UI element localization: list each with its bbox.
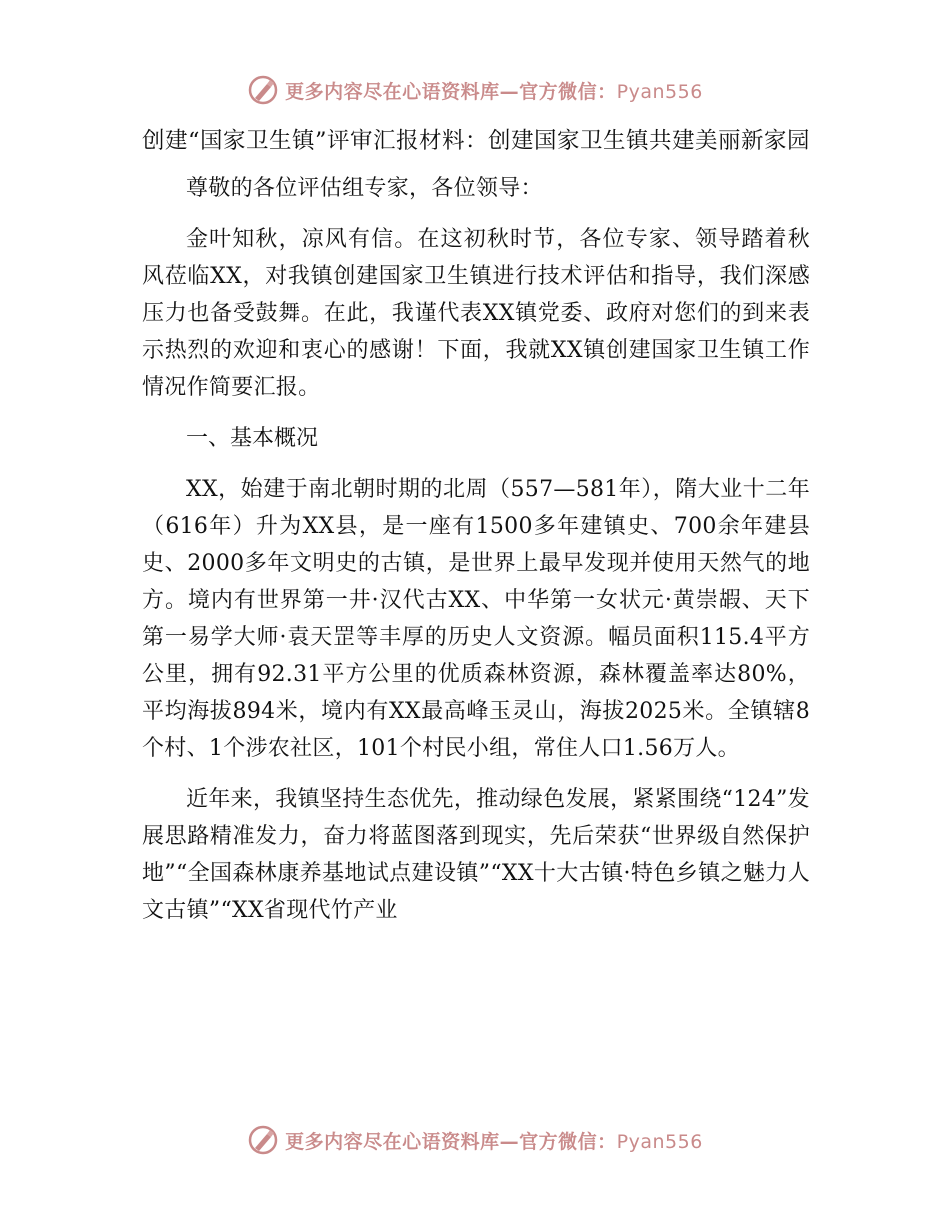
watermark-banner-top — [0, 70, 950, 110]
salutation: 尊敬的各位评估组专家，各位领导： — [186, 176, 543, 201]
pen-seal-icon — [247, 1124, 279, 1156]
watermark-text: 更多内容尽在心语资料库—官方微信：Pyan556 — [285, 1130, 703, 1153]
watermark-banner-bottom — [0, 1120, 950, 1160]
intro-paragraph: 金叶知秋，凉风有信。在这初秋时节，各位专家、领导踏着秋风莅临XX，对我镇创建国家卫生镇进行技术评估和指导，我们深感压力也备受鼓舞。在此，我谨代表XX镇党委、政府对您们的到来表示热烈的欢迎和衷心的感谢！下面，我就XX镇创建国家卫生镇工作情况作简要汇报。 — [142, 227, 810, 400]
development-paragraph: 近年来，我镇坚持生态优先，推动绿色发展，紧紧围绕“124”发展思路精准发力，奋力将蓝图落到现实，先后荣获“世界级自然保护地”“全国森林康养基地试点建设镇”“XX十大古镇·特色乡镇之魅力人文古镇”“XX省现代竹产业 — [142, 787, 810, 923]
overview-paragraph: XX，始建于南北朝时期的北周（557—581年），隋大业十二年（616年）升为XX县，是一座有1500多年建镇史、700余年建县史、2000多年文明史的古镇，是世界上最早发现并使用天然气的地方。境内有世界第一井·汉代古XX、中华第一女状元·黄崇嘏、天下第一易学大师·袁天罡等丰厚的历史人文资源。幅员面积115.4平方公里，拥有92.31平方公里的优质森林资源，森林覆盖率达80%，平均海拔894米，境内有XX最高峰玉灵山，海拔2025米。全镇辖8个村、1个涉农社区，101个村民小组，常住人口1.56万人。 — [142, 477, 810, 761]
watermark-text: 更多内容尽在心语资料库—官方微信：Pyan556 — [285, 80, 703, 103]
section-heading: 一、基本概况 — [186, 426, 319, 451]
document-body — [142, 122, 810, 943]
pen-seal-icon — [247, 74, 279, 106]
document-title: 创建“国家卫生镇”评审汇报材料：创建国家卫生镇共建美丽新家园 — [142, 128, 811, 154]
